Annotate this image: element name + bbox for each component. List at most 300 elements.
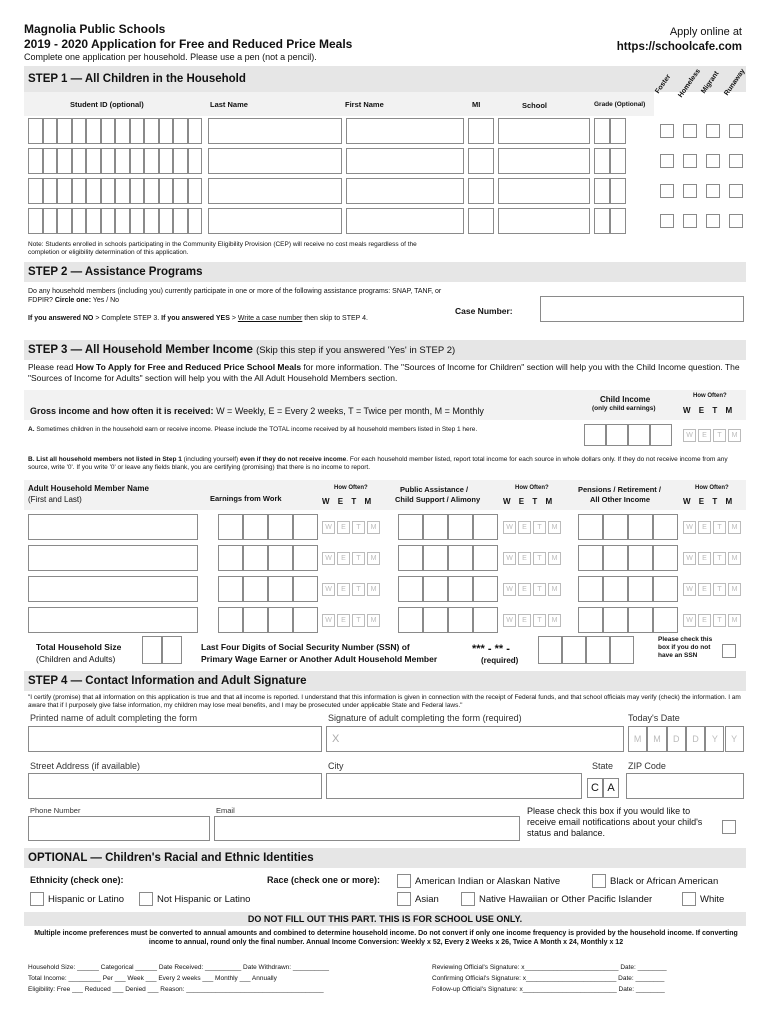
last-name-field[interactable] — [208, 148, 342, 174]
frequency-box[interactable]: E — [337, 521, 350, 534]
homeless-label: Homeless — [677, 67, 702, 99]
assistance-frequency[interactable] — [503, 552, 563, 565]
gross-legend: W = Weekly, E = Every 2 weeks, T = Twice per month, M = Monthly — [216, 406, 484, 416]
ssn-label-2: Primary Wage Earner or Another Adult Household Member — [201, 654, 438, 664]
frequency-box[interactable]: M — [728, 429, 741, 442]
frequency-box[interactable]: T — [352, 583, 365, 596]
earnings-digit[interactable] — [293, 514, 318, 540]
col-grade: Grade (Optional) — [594, 101, 646, 108]
state-char-2[interactable]: A — [603, 778, 619, 798]
status-checkbox[interactable] — [660, 214, 674, 228]
not-hispanic-label: Not Hispanic or Latino — [157, 894, 251, 905]
student-id-digit[interactable] — [101, 208, 116, 234]
earnings-digit[interactable] — [218, 576, 243, 602]
pension-digit[interactable] — [578, 576, 603, 602]
frequency-box[interactable]: T — [713, 614, 726, 627]
not-hispanic-checkbox[interactable] — [139, 892, 153, 906]
student-id-digit[interactable] — [43, 208, 58, 234]
yes-no-choice[interactable]: Yes / No — [92, 297, 120, 304]
student-id-digit[interactable] — [101, 148, 116, 174]
pension-digit[interactable] — [628, 576, 653, 602]
frequency-box[interactable]: W — [503, 583, 516, 596]
pension-digit[interactable] — [653, 545, 678, 571]
frequency-box[interactable]: M — [548, 583, 561, 596]
city-field[interactable] — [326, 773, 582, 799]
ssn-digit[interactable] — [610, 636, 634, 664]
student-id-digit[interactable] — [86, 118, 101, 144]
frequency-box[interactable]: T — [713, 552, 726, 565]
student-id-digit[interactable] — [159, 208, 174, 234]
grade-digit[interactable] — [610, 178, 626, 204]
frequency-box[interactable]: E — [518, 614, 531, 627]
earnings-digit[interactable] — [268, 607, 293, 633]
assistance-digit[interactable] — [398, 545, 423, 571]
last-name-field[interactable] — [208, 208, 342, 234]
student-id-digit[interactable] — [28, 208, 43, 234]
wetm-e: E — [698, 406, 705, 415]
grade-digit[interactable] — [594, 148, 610, 174]
frequency-box[interactable]: M — [367, 583, 380, 596]
frequency-box[interactable]: W — [683, 521, 696, 534]
hispanic-checkbox[interactable] — [30, 892, 44, 906]
child-support-label: Child Support / Alimony — [395, 495, 481, 504]
frequency-box[interactable]: E — [518, 552, 531, 565]
student-id-digit[interactable] — [188, 208, 203, 234]
ethnicity-label: Ethnicity (check one): — [30, 875, 124, 885]
case-number-label: Case Number: — [455, 306, 513, 316]
pension-digit[interactable] — [603, 607, 628, 633]
frequency-box[interactable]: E — [518, 583, 531, 596]
student-id-digit[interactable] — [43, 148, 58, 174]
student-id-digit[interactable] — [144, 178, 159, 204]
student-id-digit[interactable] — [115, 118, 130, 144]
frequency-box[interactable]: M — [367, 552, 380, 565]
assistance-digit[interactable] — [398, 514, 423, 540]
pension-digit[interactable] — [603, 576, 628, 602]
school-field[interactable] — [498, 118, 590, 144]
child-income-dollars-4[interactable] — [650, 424, 672, 446]
frequency-box[interactable]: M — [728, 521, 741, 534]
earnings-digit[interactable] — [243, 607, 268, 633]
student-id-digit[interactable] — [101, 178, 116, 204]
student-id-digit[interactable] — [115, 178, 130, 204]
household-size-digit-2[interactable] — [162, 636, 182, 664]
earnings-frequency[interactable] — [322, 614, 382, 627]
instr-yes-arrow: > — [231, 315, 236, 322]
race-asian-checkbox[interactable] — [397, 892, 411, 906]
ssn-digit[interactable] — [538, 636, 562, 664]
frequency-box[interactable]: T — [352, 521, 365, 534]
child-income-dollars-2[interactable] — [606, 424, 628, 446]
grade-digit[interactable] — [610, 118, 626, 144]
assistance-digit[interactable] — [473, 514, 498, 540]
frequency-box[interactable]: W — [322, 552, 335, 565]
adult-name-field[interactable] — [28, 576, 198, 602]
assistance-frequency[interactable] — [503, 614, 563, 627]
date-label: Today's Date — [628, 713, 680, 723]
assistance-frequency[interactable] — [503, 583, 563, 596]
street-field[interactable] — [28, 773, 322, 799]
status-checkbox[interactable] — [729, 214, 743, 228]
step1-title: STEP 1 — All Children in the Household — [28, 73, 246, 85]
student-id-digit[interactable] — [57, 178, 72, 204]
adult-name-field[interactable] — [28, 545, 198, 571]
student-id-digit[interactable] — [43, 178, 58, 204]
student-id-digit[interactable] — [144, 208, 159, 234]
ssn-digit[interactable] — [586, 636, 610, 664]
first-name-field[interactable] — [346, 208, 464, 234]
date-char-box[interactable]: Y — [705, 726, 724, 752]
street-label: Street Address (if available) — [30, 761, 141, 771]
frequency-box[interactable]: W — [503, 614, 516, 627]
frequency-box[interactable]: T — [713, 429, 726, 442]
frequency-box[interactable]: M — [728, 583, 741, 596]
grade-digit[interactable] — [610, 148, 626, 174]
pension-digit[interactable] — [628, 545, 653, 571]
frequency-box[interactable]: E — [337, 614, 350, 627]
gross-label: Gross income and how often it is received: — [30, 406, 214, 416]
student-id-digit[interactable] — [115, 208, 130, 234]
frequency-box[interactable]: E — [698, 614, 711, 627]
case-number-field[interactable] — [540, 296, 744, 322]
form-subtitle: Complete one application per household. Please use a pen (not a pencil). — [24, 52, 317, 62]
city-label: City — [328, 761, 344, 771]
frequency-box[interactable]: E — [698, 429, 711, 442]
date-char-box[interactable]: D — [667, 726, 686, 752]
student-id-digit[interactable] — [86, 148, 101, 174]
frequency-box[interactable]: T — [713, 521, 726, 534]
reviewing-signature: Reviewing Official's Signature: x__________________________ Date: ________ — [432, 964, 667, 971]
school-field[interactable] — [498, 148, 590, 174]
student-id-digit[interactable] — [86, 178, 101, 204]
col-student-id: Student ID (optional) — [70, 100, 144, 109]
child-income-frequency[interactable] — [683, 429, 743, 442]
frequency-box[interactable]: T — [352, 552, 365, 565]
frequency-box[interactable]: W — [322, 614, 335, 627]
earnings-digit[interactable] — [243, 576, 268, 602]
student-id-digit[interactable] — [159, 118, 174, 144]
earnings-digit[interactable] — [268, 514, 293, 540]
phone-field[interactable] — [28, 816, 210, 841]
assistance-digit[interactable] — [448, 607, 473, 633]
race-am-indian-checkbox[interactable] — [397, 874, 411, 888]
col-last-name: Last Name — [210, 100, 248, 109]
frequency-box[interactable]: T — [713, 583, 726, 596]
frequency-box[interactable]: E — [698, 583, 711, 596]
date-char-box[interactable]: M — [647, 726, 666, 752]
col-first-name: First Name — [345, 100, 384, 109]
earnings-digit[interactable] — [268, 576, 293, 602]
confirming-signature: Confirming Official's Signature: x_________________________ Date: ________ — [432, 975, 665, 982]
instr-no-text: > Complete STEP 3. — [95, 315, 160, 322]
frequency-box[interactable]: M — [548, 614, 561, 627]
grade-digit[interactable] — [594, 178, 610, 204]
frequency-box[interactable]: M — [728, 552, 741, 565]
no-ssn-label: Please check this box if you do not have an SSN — [658, 636, 713, 659]
pension-frequency[interactable] — [683, 583, 743, 596]
student-id-digit[interactable] — [57, 208, 72, 234]
earnings-digit[interactable] — [243, 545, 268, 571]
student-id-digit[interactable] — [57, 118, 72, 144]
adult-name-field[interactable] — [28, 607, 198, 633]
pension-digit[interactable] — [578, 607, 603, 633]
adult-name-field[interactable] — [28, 514, 198, 540]
status-checkbox[interactable] — [683, 184, 697, 198]
child-how-often-label: How Often? — [693, 393, 727, 399]
student-id-digit[interactable] — [28, 178, 43, 204]
date-char-box[interactable]: Y — [725, 726, 744, 752]
circle-one-label: Circle one: — [54, 297, 92, 304]
conversion-note: Multiple income preferences must be converted to annual amounts and combined to determine household income. Do not convert if only one income frequency is provided by the household income. If converting income to annual, round only the final number. Annual Income Conversion: Weekly x 52, Every 2 Weeks x 26, Twice A Month x 24, Monthly x 12 — [34, 930, 738, 946]
mi-field[interactable] — [468, 118, 494, 144]
earnings-digit[interactable] — [293, 545, 318, 571]
school-field[interactable] — [498, 178, 590, 204]
frequency-box[interactable]: M — [367, 521, 380, 534]
student-id-digit[interactable] — [28, 118, 43, 144]
pension-digit[interactable] — [578, 545, 603, 571]
student-id-digit[interactable] — [173, 148, 188, 174]
student-id-digit[interactable] — [159, 148, 174, 174]
school-field[interactable] — [498, 208, 590, 234]
assistance-digit[interactable] — [448, 545, 473, 571]
race-white-checkbox[interactable] — [682, 892, 696, 906]
status-checkbox[interactable] — [706, 214, 720, 228]
date-char-box[interactable]: M — [628, 726, 647, 752]
earnings-frequency[interactable] — [322, 521, 382, 534]
student-id-digit[interactable] — [130, 148, 145, 174]
email-notify-checkbox[interactable] — [722, 820, 736, 834]
frequency-box[interactable]: T — [533, 614, 546, 627]
student-id-digit[interactable] — [57, 148, 72, 174]
earnings-digit[interactable] — [218, 607, 243, 633]
student-id-digit[interactable] — [86, 208, 101, 234]
student-id-digit[interactable] — [173, 178, 188, 204]
zip-field[interactable] — [626, 773, 744, 799]
earnings-digit[interactable] — [218, 514, 243, 540]
mi-field[interactable] — [468, 178, 494, 204]
frequency-box[interactable]: W — [503, 521, 516, 534]
section-b-label: B. List all household members not listed in Step 1 — [28, 456, 182, 463]
child-income-dollars-1[interactable] — [584, 424, 606, 446]
earnings-digit[interactable] — [243, 514, 268, 540]
student-id-digit[interactable] — [173, 208, 188, 234]
runaway-label: Runaway — [723, 67, 747, 97]
student-id-digit[interactable] — [43, 118, 58, 144]
frequency-box[interactable]: E — [518, 521, 531, 534]
student-id-digit[interactable] — [130, 118, 145, 144]
race-black-checkbox[interactable] — [592, 874, 606, 888]
student-id-digit[interactable] — [115, 148, 130, 174]
pension-frequency[interactable] — [683, 521, 743, 534]
assistance-how-often-label: How Often? — [515, 485, 549, 491]
signature-field[interactable] — [326, 726, 624, 752]
adult-name-label: Adult Household Member Name — [28, 484, 149, 493]
ssn-digit[interactable] — [562, 636, 586, 664]
frequency-box[interactable]: M — [548, 552, 561, 565]
race-black-label: Black or African American — [610, 876, 719, 887]
student-id-digit[interactable] — [188, 178, 203, 204]
student-id-digit[interactable] — [130, 178, 145, 204]
wetm-m: M — [725, 406, 733, 415]
assistance-frequency[interactable] — [503, 521, 563, 534]
status-checkbox[interactable] — [729, 124, 743, 138]
status-checkbox[interactable] — [683, 124, 697, 138]
earnings-frequency[interactable] — [322, 583, 382, 596]
assistance-digit[interactable] — [473, 607, 498, 633]
certify-text: "I certify (promise) that all information on this application is true and that all income is reported. I understand that this information is given in connection with the receipt of Federal funds, and that school officials may verify (check) the information. I am aware that if I purposely give false information, my children may lose meal benefits, and I may be prosecuted under applicable State and Federal laws." — [28, 694, 741, 709]
read-text-1: Please read — [28, 362, 74, 372]
first-name-field[interactable] — [346, 148, 464, 174]
pension-digit[interactable] — [628, 514, 653, 540]
assistance-digit[interactable] — [398, 576, 423, 602]
status-checkbox[interactable] — [729, 154, 743, 168]
apply-online-url[interactable]: https://schoolcafe.com — [616, 41, 742, 53]
mi-field[interactable] — [468, 148, 494, 174]
assistance-digit[interactable] — [423, 576, 448, 602]
assistance-digit[interactable] — [423, 545, 448, 571]
pension-frequency[interactable] — [683, 552, 743, 565]
first-name-field[interactable] — [346, 118, 464, 144]
assistance-digit[interactable] — [423, 514, 448, 540]
status-checkbox[interactable] — [729, 184, 743, 198]
assistance-digit[interactable] — [448, 514, 473, 540]
student-id-digit[interactable] — [72, 208, 87, 234]
grade-digit[interactable] — [610, 208, 626, 234]
printed-name-field[interactable] — [28, 726, 322, 752]
earnings-digit[interactable] — [293, 576, 318, 602]
frequency-box[interactable]: E — [337, 552, 350, 565]
ssn-mask: *** - ** - — [472, 643, 510, 655]
last-name-field[interactable] — [208, 178, 342, 204]
student-id-digit[interactable] — [72, 178, 87, 204]
pension-digit[interactable] — [653, 514, 678, 540]
frequency-box[interactable]: M — [548, 521, 561, 534]
pension-digit[interactable] — [653, 607, 678, 633]
frequency-box[interactable]: T — [352, 614, 365, 627]
state-char-1[interactable]: C — [587, 778, 603, 798]
adult-name-sub: (First and Last) — [28, 495, 82, 504]
status-checkbox[interactable] — [683, 214, 697, 228]
last-name-field[interactable] — [208, 118, 342, 144]
race-label: Race (check one or more): — [267, 875, 381, 885]
earnings-how-often-label: How Often? — [334, 485, 368, 491]
assistance-digit[interactable] — [473, 545, 498, 571]
step3-title: STEP 3 — All Household Member Income — [28, 344, 253, 356]
student-id-digit[interactable] — [101, 118, 116, 144]
assistance-digit[interactable] — [423, 607, 448, 633]
frequency-box[interactable]: W — [683, 583, 696, 596]
status-checkbox[interactable] — [706, 124, 720, 138]
hispanic-label: Hispanic or Latino — [48, 894, 125, 905]
pension-digit[interactable] — [603, 514, 628, 540]
student-id-digit[interactable] — [188, 148, 203, 174]
step2-question — [28, 287, 446, 305]
status-checkbox[interactable] — [706, 184, 720, 198]
pension-digit[interactable] — [653, 576, 678, 602]
assistance-digit[interactable] — [448, 576, 473, 602]
printed-name-label: Printed name of adult completing the form — [30, 713, 198, 723]
frequency-box[interactable]: E — [698, 552, 711, 565]
student-id-digit[interactable] — [188, 118, 203, 144]
frequency-box[interactable]: W — [683, 552, 696, 565]
section-b-bold: even if they do not receive income — [240, 456, 347, 463]
date-char-box[interactable]: D — [686, 726, 705, 752]
wetm-t: T — [712, 406, 718, 415]
org-name: Magnolia Public Schools — [24, 22, 166, 36]
frequency-box[interactable]: E — [698, 521, 711, 534]
frequency-box[interactable]: T — [533, 583, 546, 596]
frequency-box[interactable]: M — [367, 614, 380, 627]
earnings-frequency[interactable] — [322, 552, 382, 565]
status-checkbox[interactable] — [660, 184, 674, 198]
grade-digit[interactable] — [594, 118, 610, 144]
earnings-digit[interactable] — [218, 545, 243, 571]
status-checkbox[interactable] — [683, 154, 697, 168]
frequency-box[interactable]: W — [322, 583, 335, 596]
step4-title: STEP 4 — Contact Information and Adult Signature — [28, 675, 307, 687]
step3-title-note: (Skip this step if you answered 'Yes' in STEP 2) — [256, 345, 456, 356]
pension-digit[interactable] — [628, 607, 653, 633]
pensions-wetm-header: W E T M — [683, 497, 733, 506]
pensions-label: Pensions / Retirement / — [578, 485, 661, 494]
all-other-label: All Other Income — [590, 495, 651, 504]
email-field[interactable] — [214, 816, 520, 841]
frequency-box[interactable]: M — [728, 614, 741, 627]
assistance-digit[interactable] — [473, 576, 498, 602]
student-id-digit[interactable] — [72, 148, 87, 174]
student-id-digit[interactable] — [144, 148, 159, 174]
pension-digit[interactable] — [603, 545, 628, 571]
student-id-digit[interactable] — [28, 148, 43, 174]
frequency-box[interactable]: W — [322, 521, 335, 534]
mi-field[interactable] — [468, 208, 494, 234]
frequency-box[interactable]: W — [683, 614, 696, 627]
student-id-digit[interactable] — [173, 118, 188, 144]
section-a-label: A. — [28, 426, 35, 433]
race-pacific-checkbox[interactable] — [461, 892, 475, 906]
pension-frequency[interactable] — [683, 614, 743, 627]
section-a-text — [28, 426, 568, 434]
frequency-box[interactable]: W — [683, 429, 696, 442]
child-wetm-header — [683, 406, 732, 415]
frequency-box[interactable]: T — [533, 521, 546, 534]
status-checkbox[interactable] — [660, 124, 674, 138]
student-id-digit[interactable] — [72, 118, 87, 144]
assistance-digit[interactable] — [398, 607, 423, 633]
frequency-box[interactable]: W — [503, 552, 516, 565]
household-size-digit-1[interactable] — [142, 636, 162, 664]
state-label: State — [592, 761, 614, 771]
grade-digit[interactable] — [594, 208, 610, 234]
read-guide-title: How To Apply for Free and Reduced Price School Meals — [75, 362, 302, 372]
earnings-digit[interactable] — [268, 545, 293, 571]
total-size-sub: (Children and Adults) — [36, 654, 116, 664]
race-white-label: White — [700, 894, 725, 905]
student-id-digit[interactable] — [159, 178, 174, 204]
student-id-digit[interactable] — [130, 208, 145, 234]
status-checkbox[interactable] — [706, 154, 720, 168]
no-ssn-checkbox[interactable] — [722, 644, 736, 658]
frequency-box[interactable]: E — [337, 583, 350, 596]
pension-digit[interactable] — [578, 514, 603, 540]
first-name-field[interactable] — [346, 178, 464, 204]
frequency-box[interactable]: T — [533, 552, 546, 565]
earnings-wetm-header: W E T M — [322, 497, 372, 506]
student-id-digit[interactable] — [144, 118, 159, 144]
child-income-dollars-3[interactable] — [628, 424, 650, 446]
status-checkbox[interactable] — [660, 154, 674, 168]
earnings-digit[interactable] — [293, 607, 318, 633]
